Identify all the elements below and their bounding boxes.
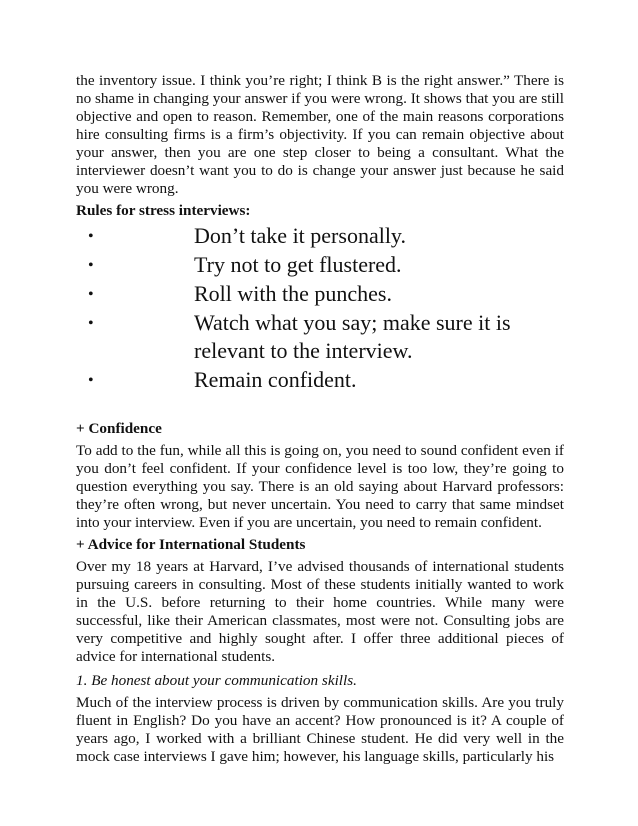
rules-list-item [76,251,564,279]
bullet-icon: • [88,257,94,274]
bullet-icon: • [88,286,94,303]
international-heading: + Advice for International Students [76,536,306,553]
international-paragraph: Over my 18 years at Harvard, I’ve advised thousands of international students pursuing careers in consulting. Most of these students initially wanted to work in the U.S. before returning to their home countries. While many were successful, like their American classmates, most were not. Consulting jobs are very competitive and highly sought after. I offer three additional pieces of advice for international students. [76,558,564,665]
rules-list [76,222,564,394]
confidence-paragraph: To add to the fun, while all this is going on, you need to sound confident even if you don’t feel confident. If your confidence level is too low, they’re going to question everything you say. There is an old saying about Harvard professors: they’re often wrong, but never uncertain. You need to carry that same mindset into your interview. Even if you are uncertain, you need to remain confident. [76,442,564,531]
rule-text: Try not to get flustered. [194,252,402,277]
rule-text: Don’t take it personally. [194,223,407,248]
rules-list-item [76,309,564,365]
confidence-heading: + Confidence [76,420,162,437]
rules-list-item [76,222,564,250]
bullet-icon: • [88,372,94,389]
rule-text: Watch what you say; make sure it is relevant to the interview. [194,310,511,363]
advice-1-heading: 1. Be honest about your communication skills. [76,672,357,689]
rule-text: Remain confident. [194,367,357,392]
intro-paragraph: the inventory issue. I think you’re right; I think B is the right answer.” There is no shame in changing your answer if you were wrong. It shows that you are still objective and open to reason. Remember, one of the main reasons corporations hire consulting firms is a firm’s objectivity. If you can remain objective about your answer, then you are one step closer to being a consultant. What the interviewer doesn’t want you to do is change your answer just because he said you were wrong. [76,72,564,197]
bullet-icon: • [88,228,94,245]
document-page [76,72,564,766]
rules-list-item [76,366,564,394]
advice-1-paragraph: Much of the interview process is driven by communication skills. Are you truly fluent in English? Do you have an accent? How pronounced is it? A couple of years ago, I worked with a brilliant Chinese student. He did very well in the mock case interviews I gave him; however, his language skills, particularly his [76,694,564,765]
bullet-icon: • [88,315,94,332]
rule-text: Roll with the punches. [194,281,392,306]
rules-list-item [76,280,564,308]
rules-heading: Rules for stress interviews: [76,202,251,219]
